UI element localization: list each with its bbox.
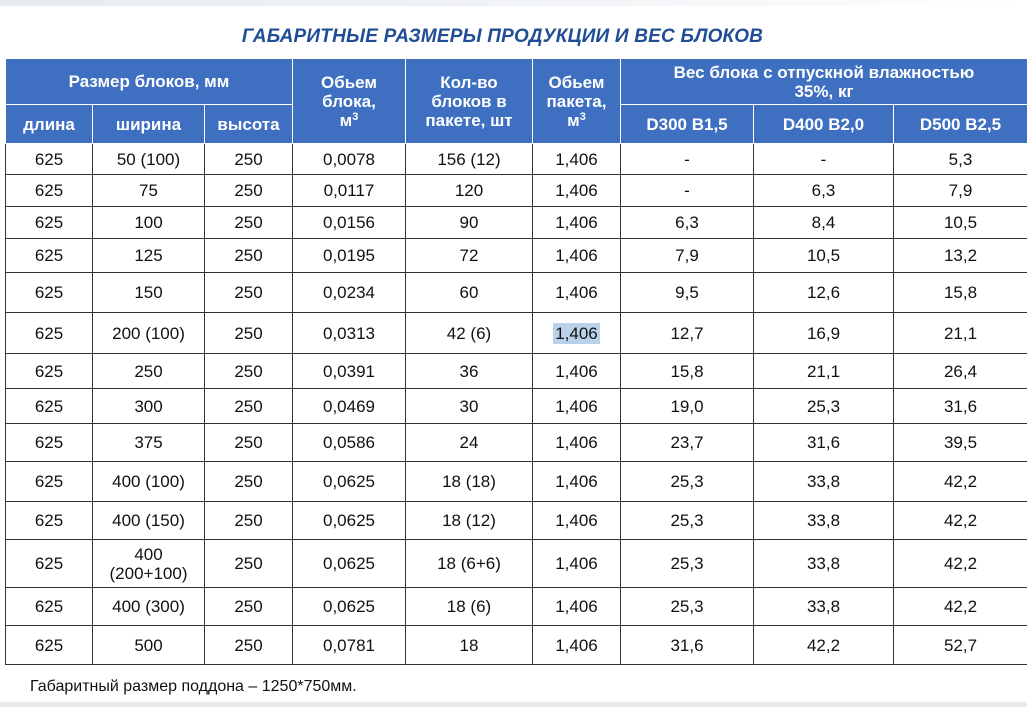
cell-count: 18 (6) [406, 588, 533, 626]
cell-height: 250 [205, 588, 293, 626]
cell-pack-volume: 1,406 [533, 207, 621, 239]
cell-height: 250 [205, 389, 293, 424]
cell-length: 625 [6, 239, 93, 273]
header-block-volume-l2: блока, [322, 91, 376, 111]
table-row [6, 540, 1027, 588]
table-row [6, 389, 1027, 424]
cell-count: 18 (12) [406, 502, 533, 540]
cell-width: 150 [93, 273, 205, 313]
cell-width: 125 [93, 239, 205, 273]
cell-length: 625 [6, 588, 93, 626]
pallet-size-note: Габаритный размер поддона – 1250*750мм. [30, 678, 357, 695]
table-row [6, 175, 1027, 207]
cell-block-volume: 0,0156 [293, 207, 406, 239]
cell-height: 250 [205, 462, 293, 502]
header-pack-volume-exp: 3 [579, 110, 586, 123]
header-length: длина [6, 105, 93, 144]
cell-d300: 25,3 [621, 540, 754, 588]
cell-width [93, 540, 205, 588]
table-row [6, 502, 1027, 540]
cell-height: 250 [205, 502, 293, 540]
header-pack-volume-l2: пакета, [546, 91, 607, 111]
header-d400: D400 B2,0 [754, 105, 894, 144]
cell-pack-volume: 1,406 [533, 144, 621, 175]
cell-count: 30 [406, 389, 533, 424]
cell-count: 36 [406, 354, 533, 389]
header-height: высота [205, 105, 293, 144]
cell-pack-volume: 1,406 [533, 354, 621, 389]
cell-d300: - [621, 175, 754, 207]
header-block-weight [621, 59, 1027, 105]
cell-block-volume: 0,0391 [293, 354, 406, 389]
cell-d500: 5,3 [894, 144, 1027, 175]
table-row [6, 462, 1027, 502]
cell-d400: 12,6 [754, 273, 894, 313]
cell-pack-volume: 1,406 [533, 273, 621, 313]
cell-height: 250 [205, 144, 293, 175]
cell-d400: 25,3 [754, 389, 894, 424]
header-blocks-per-pack [406, 59, 533, 144]
cell-block-volume: 0,0625 [293, 502, 406, 540]
table-row [6, 588, 1027, 626]
cell-height: 250 [205, 354, 293, 389]
cell-length: 625 [6, 313, 93, 354]
cell-width: 400 (100) [93, 462, 205, 502]
cell-width: 75 [93, 175, 205, 207]
cell-d300: 12,7 [621, 313, 754, 354]
cell-block-volume: 0,0195 [293, 239, 406, 273]
cell-width: 250 [93, 354, 205, 389]
cell-block-volume: 0,0781 [293, 626, 406, 665]
cell-pack-volume: 1,406 [533, 462, 621, 502]
cell-width: 400 (150) [93, 502, 205, 540]
cell-d300: - [621, 144, 754, 175]
header-block-volume [293, 59, 406, 144]
cell-d300: 25,3 [621, 588, 754, 626]
cell-length: 625 [6, 273, 93, 313]
cell-d300: 9,5 [621, 273, 754, 313]
cell-d500: 15,8 [894, 273, 1027, 313]
cell-pack-volume: 1,406 [533, 175, 621, 207]
cell-count: 18 (6+6) [406, 540, 533, 588]
header-count-l2: блоков в [431, 91, 507, 111]
cell-block-volume: 0,0117 [293, 175, 406, 207]
cell-length: 625 [6, 462, 93, 502]
cell-block-volume: 0,0586 [293, 424, 406, 462]
table-row [6, 239, 1027, 273]
table-row [6, 626, 1027, 665]
cell-d400: 33,8 [754, 588, 894, 626]
page-title: ГАБАРИТНЫЕ РАЗМЕРЫ ПРОДУКЦИИ И ВЕС БЛОКОВ [241, 26, 764, 47]
cell-length: 625 [6, 175, 93, 207]
cell-count: 156 (12) [406, 144, 533, 175]
cell-length: 625 [6, 389, 93, 424]
cell-d400: 16,9 [754, 313, 894, 354]
cell-block-volume: 0,0313 [293, 313, 406, 354]
cell-width: 300 [93, 389, 205, 424]
header-weight-l2: 35%, кг [794, 81, 854, 101]
cell-d500: 39,5 [894, 424, 1027, 462]
cell-width: 400 (300) [93, 588, 205, 626]
cell-block-volume: 0,0625 [293, 462, 406, 502]
cell-block-volume: 0,0234 [293, 273, 406, 313]
cell-d500: 52,7 [894, 626, 1027, 665]
cell-block-volume: 0,0625 [293, 540, 406, 588]
cell-count: 18 (18) [406, 462, 533, 502]
cell-width: 100 [93, 207, 205, 239]
cell-length: 625 [6, 424, 93, 462]
header-block-volume-unit: м [339, 110, 353, 130]
header-count-l3: пакете, шт [425, 110, 513, 130]
top-strip [0, 0, 1027, 6]
cell-d300: 6,3 [621, 207, 754, 239]
cell-count: 120 [406, 175, 533, 207]
cell-d500: 31,6 [894, 389, 1027, 424]
cell-height: 250 [205, 273, 293, 313]
cell-pack-volume: 1,406 [533, 540, 621, 588]
cell-d500: 42,2 [894, 462, 1027, 502]
cell-width: 50 (100) [93, 144, 205, 175]
cell-width: 375 [93, 424, 205, 462]
cell-d500: 42,2 [894, 540, 1027, 588]
cell-count: 90 [406, 207, 533, 239]
cell-pack-volume: 1,406 [533, 502, 621, 540]
cell-d300: 7,9 [621, 239, 754, 273]
table-row [6, 313, 1027, 354]
header-block-volume-exp: 3 [352, 110, 359, 123]
cell-width: 500 [93, 626, 205, 665]
cell-count: 18 [406, 626, 533, 665]
header-d500: D500 B2,5 [894, 105, 1027, 144]
cell-pack-volume[interactable] [533, 313, 621, 354]
cell-length: 625 [6, 354, 93, 389]
header-count-l1: Кол-во [440, 72, 498, 92]
cell-block-volume: 0,0078 [293, 144, 406, 175]
cell-height: 250 [205, 424, 293, 462]
cell-d500: 42,2 [894, 502, 1027, 540]
cell-height: 250 [205, 207, 293, 239]
cell-d400: 42,2 [754, 626, 894, 665]
cell-pack-volume: 1,406 [533, 389, 621, 424]
cell-block-volume: 0,0625 [293, 588, 406, 626]
specs-table [5, 58, 1027, 665]
cell-d500: 26,4 [894, 354, 1027, 389]
cell-height: 250 [205, 175, 293, 207]
cell-height: 250 [205, 239, 293, 273]
bottom-strip [0, 702, 1027, 707]
cell-pack-volume: 1,406 [533, 424, 621, 462]
header-block-volume-l1: Обьем [321, 72, 377, 92]
cell-count: 42 (6) [406, 313, 533, 354]
cell-length: 625 [6, 626, 93, 665]
cell-d400: 33,8 [754, 462, 894, 502]
cell-block-volume: 0,0469 [293, 389, 406, 424]
header-block-size: Размер блоков, мм [6, 59, 293, 105]
cell-height: 250 [205, 540, 293, 588]
header-pack-volume-unit: м [567, 110, 580, 130]
cell-d400: 6,3 [754, 175, 894, 207]
cell-pack-volume: 1,406 [533, 588, 621, 626]
cell-count: 24 [406, 424, 533, 462]
cell-d500: 13,2 [894, 239, 1027, 273]
table-row [6, 354, 1027, 389]
cell-d500: 7,9 [894, 175, 1027, 207]
cell-width: 200 (100) [93, 313, 205, 354]
cell-d400: 33,8 [754, 502, 894, 540]
cell-d300: 15,8 [621, 354, 754, 389]
cell-d400: 8,4 [754, 207, 894, 239]
cell-pack-volume: 1,406 [533, 239, 621, 273]
cell-d400: 33,8 [754, 540, 894, 588]
cell-d300: 25,3 [621, 462, 754, 502]
cell-d500: 10,5 [894, 207, 1027, 239]
cell-pack-volume: 1,406 [533, 626, 621, 665]
cell-d500: 42,2 [894, 588, 1027, 626]
cell-d300: 31,6 [621, 626, 754, 665]
cell-d300: 23,7 [621, 424, 754, 462]
cell-d400: 31,6 [754, 424, 894, 462]
table-row [6, 424, 1027, 462]
cell-d400: 10,5 [754, 239, 894, 273]
table-row [6, 273, 1027, 313]
header-weight-l1: Вес блока с отпускной влажностью [673, 62, 975, 82]
header-width: ширина [93, 105, 205, 144]
cell-width-line2: (200+100) [109, 563, 188, 583]
cell-width-line1: 400 [134, 544, 163, 564]
header-d300: D300 B1,5 [621, 105, 754, 144]
cell-d300: 19,0 [621, 389, 754, 424]
header-pack-volume-l1: Обьем [548, 72, 605, 92]
header-pack-volume [533, 59, 621, 144]
cell-length: 625 [6, 144, 93, 175]
table-row [6, 144, 1027, 175]
cell-length: 625 [6, 502, 93, 540]
cell-d500: 21,1 [894, 313, 1027, 354]
cell-d300: 25,3 [621, 502, 754, 540]
selected-text[interactable]: 1,406 [555, 323, 598, 343]
cell-height: 250 [205, 313, 293, 354]
cell-length: 625 [6, 207, 93, 239]
table-row [6, 207, 1027, 239]
cell-count: 60 [406, 273, 533, 313]
cell-d400: - [754, 144, 894, 175]
cell-height: 250 [205, 626, 293, 665]
cell-count: 72 [406, 239, 533, 273]
cell-d400: 21,1 [754, 354, 894, 389]
cell-length: 625 [6, 540, 93, 588]
